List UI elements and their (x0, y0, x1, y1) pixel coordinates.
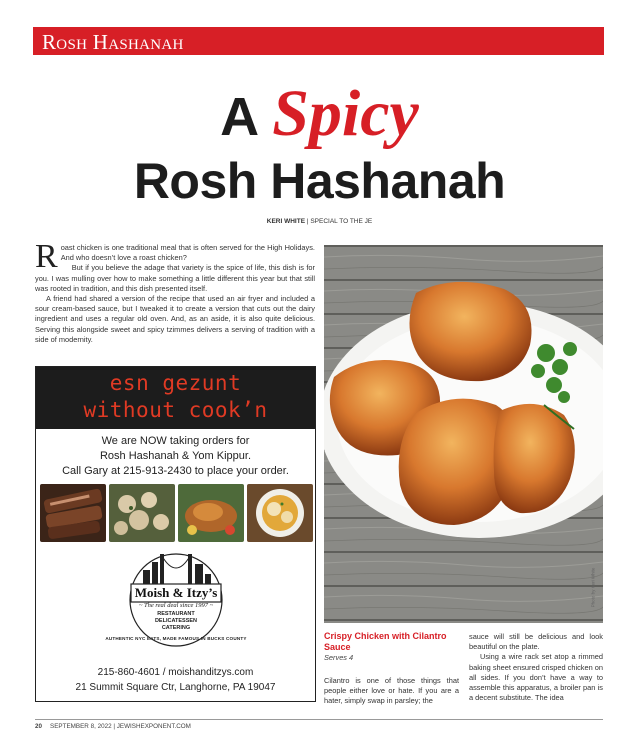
logo-arc-text: AUTHENTIC NYC EATS, MADE FAMOUS IN BUCKS COUNTY (105, 636, 247, 641)
advertisement[interactable] (35, 366, 316, 702)
recipe-title: Crispy Chicken with Cilantro Sauce (324, 631, 447, 652)
recipe-column-1 (324, 676, 459, 707)
article-intro (35, 238, 315, 345)
soup-photo (247, 484, 313, 542)
article-paragraph: A friend had shared a version of the recipe that used an air fryer and included a sour cream-based sauce, but I tweaked it to create a version that cuts out the dairy ingredient and uses a regular old oven. And, as an aside, it is also quite delicious. Serving this alongside sweet and spicy tzimmes delivers a serving of tradition with a side of modernity. (35, 294, 315, 344)
matzah-balls-photo (109, 484, 175, 542)
headline-word-spicy: Spicy (272, 77, 419, 150)
recipe-paragraph: Using a wire rack set atop a rimmed baking sheet ensured crisped chicken on all sides. If you don’t have a way to assemble this apparatus, a broiler pan is a decent substitute. The idea (469, 652, 603, 703)
article-paragraph (35, 238, 315, 275)
crispy-chicken-photo (324, 245, 603, 623)
brisket-photo (40, 484, 106, 542)
ad-message-1: We are NOW taking orders for (101, 435, 250, 447)
section-title: Rosh Hashanah (42, 30, 184, 54)
recipe-serves: Serves 4 (324, 653, 354, 662)
logo-service-restaurant: RESTAURANT (157, 611, 195, 617)
photo-credit-text: Photo by Keri White (590, 567, 596, 608)
logo-name: Moish & Itzy’s (134, 585, 218, 600)
headline-line-1 (0, 77, 639, 150)
ad-headline-1: esn gezunt (109, 371, 242, 395)
logo-service-deli: DELICATESSEN (154, 618, 198, 624)
ad-message-3: Call Gary at 215-913-2430 to place your order. (62, 465, 289, 477)
article-paragraph: But if you believe the adage that variety is the spice of life, this dish is for you. I was mulling over how to make something a little different this year but that still was rooted in tradition, and this dish presented itself. (35, 263, 315, 293)
page-footer (35, 719, 603, 730)
byline (0, 218, 639, 225)
section-banner (33, 27, 604, 55)
recipe-column-2 (469, 632, 603, 703)
footer-info: SEPTEMBER 8, 2022 | JEWISHEXPONENT.COM (50, 723, 191, 730)
ad-header (36, 367, 315, 429)
ad-address: 21 Summit Square Ctr, Langhorne, PA 19047 (75, 682, 276, 693)
recipe-paragraph: sauce will still be delicious and look beautiful on the plate. (469, 632, 603, 652)
byline-author: KERI WHITE (266, 218, 306, 225)
headline-word-a: A (220, 87, 258, 147)
ad-message-2: Rosh Hashanah & Yom Kippur. (99, 450, 252, 462)
recipe-paragraph: Cilantro is one of those things that people either love or hate. If you are a hater, simply swap in parsley; the (324, 676, 459, 706)
moish-itzys-logo (91, 548, 261, 648)
photo-credit (590, 560, 608, 620)
drop-cap: R (35, 238, 58, 275)
logo-tagline: ~ The real deal since 1997 ~ (138, 602, 214, 609)
headline-line-2: Rosh Hashanah (133, 153, 506, 209)
logo-service-catering: CATERING (161, 625, 191, 631)
byline-affiliation: | SPECIAL TO THE JE (306, 218, 373, 225)
ad-contact[interactable]: 215-860-4601 / moishanditzys.com (97, 667, 254, 678)
ad-headline-2: without cook’n (83, 398, 268, 422)
roast-chicken-photo (178, 484, 244, 542)
article-paragraph-text: oast chicken is one traditional meal that is often served for the High Holidays. And who doesn’t love a roast chicken? (60, 243, 315, 263)
page-number: 20 (35, 723, 43, 730)
